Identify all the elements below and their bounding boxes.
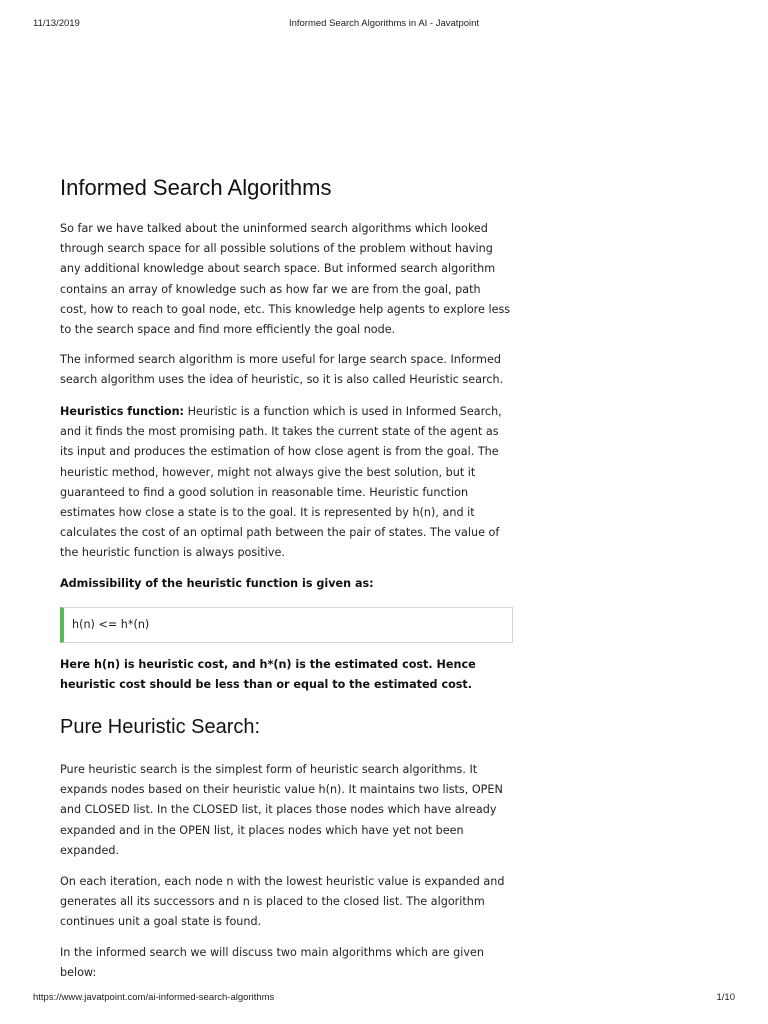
paragraph-intro: [60, 219, 510, 340]
text-line: below:: [60, 966, 97, 980]
section-title-pure-heuristic: Pure Heuristic Search:: [60, 716, 261, 738]
text-line: estimates how close a state is to the goal. It is represented by h(n), and it: [60, 506, 475, 520]
paragraph-two-algorithms: [60, 943, 484, 983]
text-line: calculates the cost of an optimal path between the pair of states. The value of: [60, 526, 500, 540]
text-line: Here h(n) is heuristic cost, and h*(n) is the estimated cost. Hence: [60, 658, 476, 671]
article-title: Informed Search Algorithms: [60, 175, 332, 200]
text-line: its input and produces the estimation of how close agent is from the goal. The: [60, 445, 499, 459]
text-line: to the search space and find more efficiently the goal node.: [60, 323, 396, 337]
page-url: https://www.javatpoint.com/ai-informed-search-algorithms: [33, 992, 275, 1003]
print-date: 11/13/2019: [33, 18, 80, 29]
paragraph-iteration: [60, 872, 504, 933]
formula-text: h(n) <= h*(n): [72, 618, 150, 631]
text-line: Admissibility of the heuristic function is given as:: [60, 577, 374, 590]
text-line: On each iteration, each node n with the lowest heuristic value is expanded and: [60, 875, 505, 888]
text-line: In the informed search we will discuss two main algorithms which are given: [60, 946, 484, 959]
heuristics-function-label: Heuristics function:: [60, 405, 185, 418]
text-line: expanded.: [60, 843, 119, 857]
text-line: expands nodes based on their heuristic value h(n). It maintains two lists, OPEN: [60, 783, 503, 797]
text-line: Pure heuristic search is the simplest form of heuristic search algorithms. It: [60, 763, 478, 776]
text-line: The informed search algorithm is more useful for large search space. Informed: [60, 353, 501, 366]
print-header: [0, 18, 768, 32]
paragraph-heuristics-function: [60, 402, 502, 564]
text-line: contains an array of knowledge such as how far we are from the goal, path: [60, 282, 481, 296]
text-line: guaranteed to find a good solution in reasonable time. Heuristic function: [60, 485, 469, 499]
text-line: through search space for all possible solutions of the problem without having: [60, 242, 493, 256]
paragraph-informed-usefulness: [60, 350, 503, 390]
text-line: cost, how to reach to goal node, etc. This knowledge help agents to explore less: [60, 302, 511, 316]
text-line: any additional knowledge about search space. But informed search algorithm: [60, 262, 496, 276]
paragraph-cost-note: [60, 655, 476, 695]
text-line: the heuristic function is always positive.: [60, 546, 285, 560]
admissibility-heading: [60, 574, 374, 594]
formula-box: [60, 607, 513, 643]
text-line: and it finds the most promising path. It takes the current state of the agent as: [60, 425, 499, 439]
text-line: heuristic cost should be less than or equal to the estimated cost.: [60, 678, 473, 692]
text-line: and CLOSED list. In the CLOSED list, it places those nodes which have already: [60, 803, 497, 817]
paragraph-pure-heuristic: [60, 760, 503, 861]
text-line: search algorithm uses the idea of heuristic, so it is also called Heuristic search.: [60, 373, 504, 387]
text-line: [60, 402, 502, 422]
text-line: So far we have talked about the uninformed search algorithms which looked: [60, 222, 488, 235]
text-line: continues unit a goal state is found.: [60, 915, 262, 929]
print-footer: [0, 992, 768, 1006]
text-line: generates all its successors and n is placed to the closed list. The algorithm: [60, 895, 485, 909]
print-page-title: Informed Search Algorithms in AI - Javatpoint: [288, 18, 480, 29]
page-number: 1/10: [716, 992, 735, 1003]
text-run: Heuristic is a function which is used in Informed Search,: [184, 405, 502, 418]
text-line: heuristic method, however, might not always give the best solution, but it: [60, 465, 476, 479]
text-line: expanded and in the OPEN list, it places nodes which have yet not been: [60, 823, 464, 837]
